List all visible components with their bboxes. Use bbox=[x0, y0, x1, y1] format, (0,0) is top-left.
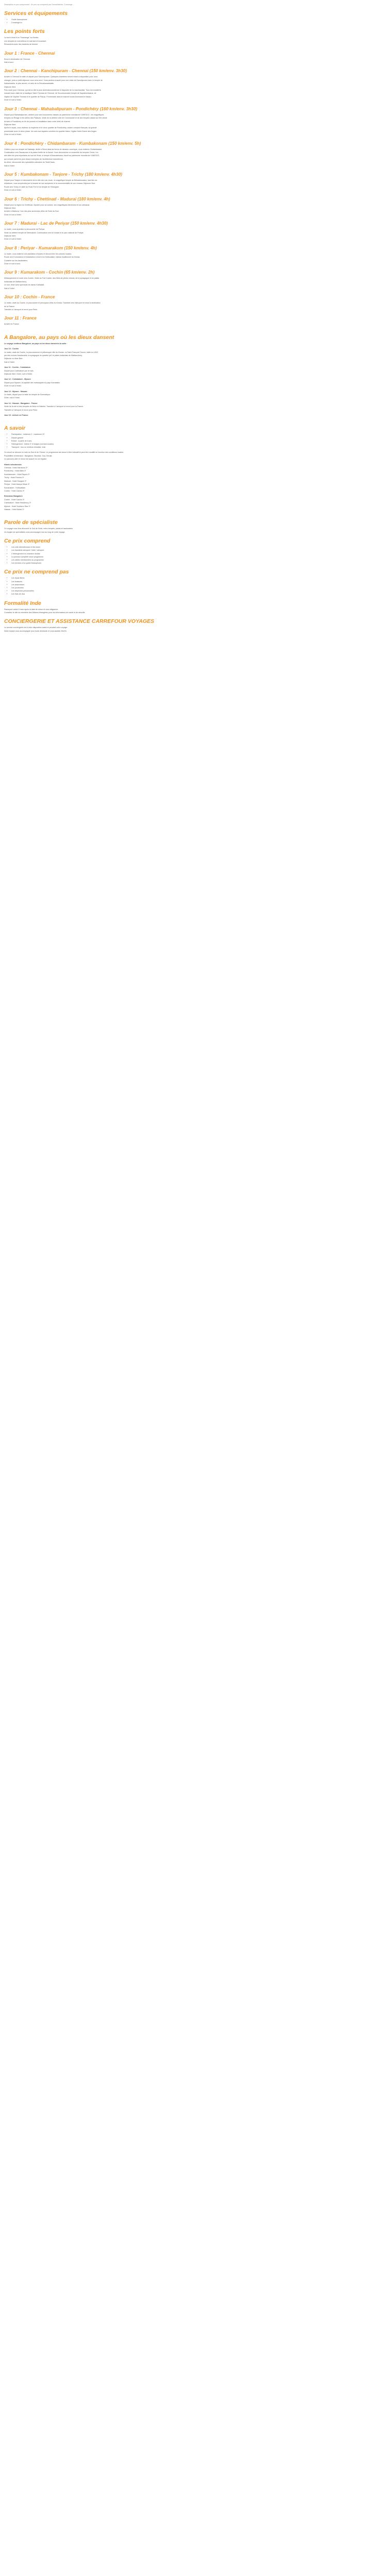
text-line: Départ pour Mysore, la capitale des maharajahs du pays Karnataka. bbox=[4, 381, 60, 384]
day-title: Jour 3 : Chennai - Mahabalipuram - Pondichéry (160 km/env. 3h30) bbox=[4, 106, 137, 111]
formal-text bbox=[4, 608, 387, 615]
day-title: Jour 6 : Trichy - Chettinad - Madurai (180 km/env. 4h) bbox=[4, 196, 110, 201]
bangalore-title: A Bangalore, au pays où les dieux dansent bbox=[4, 334, 115, 341]
text-line: Envol à destination de Chennai. bbox=[4, 58, 30, 60]
list-item: • Les vols internationaux et les taxes bbox=[11, 546, 387, 549]
text-line: Le matin, visite du Cochin, le plus ancien et principaux villes du Kerala. Transfert vers l'aéroport et envol à destination bbox=[4, 302, 101, 304]
text-line: Periyar : Hotel Aranya Nivas 3* bbox=[4, 483, 30, 486]
page bbox=[0, 0, 391, 633]
text-line: Le matin, vous visiterez une plantation d'épices et découvrirez les cultures locales. bbox=[4, 252, 72, 255]
list-item: • Hébergement : hôtels 3* et lodges (normes locales) bbox=[11, 443, 387, 446]
text-line: promenade avec le vieux phare, les rues aux façades colorées du quartier blanc, l'église Notre-Dame des Anges. bbox=[4, 130, 97, 132]
text-line: Déjeuner libre. bbox=[4, 235, 17, 238]
text-line: Hassan : Hotel Ashok 3* bbox=[4, 508, 24, 511]
text-line: Arrivée à Pondichéry en fin de journée et installation dans votre hôtel de charme. bbox=[4, 120, 71, 123]
text-line: Ce voyage vous fera découvrir le Sud de l'Inde, entre temples, palais et backwaters. bbox=[4, 528, 73, 530]
concierge-title: CONCIERGERIE ET ASSISTANCE CARREFOUR VOYAGES bbox=[4, 618, 154, 625]
list-item: • Les repas libres bbox=[11, 577, 387, 580]
parole-title: Parole de spécialiste bbox=[4, 519, 58, 526]
day-title: Jour 1 : France - Chennai bbox=[4, 50, 55, 56]
list-item: • L'hébergement en chambre double bbox=[11, 552, 387, 555]
list-item: • Concierge ici bbox=[11, 21, 387, 24]
text-line: Déjeuner libre. bbox=[4, 207, 17, 209]
text-line: Le parcours aller et retour est assuré en vol régulier. bbox=[4, 458, 47, 461]
text-line: Dîner et nuit à l'hôtel. bbox=[4, 133, 22, 136]
text-line: Un équipe de spécialistes vous accompagne tout au long de votre voyage. bbox=[4, 531, 66, 533]
savoir-title: A savoir bbox=[4, 425, 26, 432]
nonprix-list bbox=[4, 577, 387, 596]
ext-hotels-list bbox=[4, 498, 387, 512]
ext-hotels-title: Extension Bangalore bbox=[4, 495, 23, 498]
text-line: Déjeuner libre. bbox=[4, 86, 17, 88]
text-line: Dîner et nuit à l'hôtel. bbox=[4, 213, 22, 216]
list-item: • Les assurances bbox=[11, 583, 387, 586]
text-line: hollandais de Mattancherry. bbox=[4, 280, 27, 283]
text-line: Rencontres avec des fanzines de femme. bbox=[4, 43, 39, 46]
text-line: Consultez le site du ministère des Affaires étrangères pour les informations de santé et de sécurité. bbox=[4, 612, 86, 614]
day-title: Jour 11 : France bbox=[4, 316, 37, 321]
text-line: incluant avec visite de la basilique Saint-Thomas de Chennai, de l'incontournable temple de Kapaleeshwarar, de bbox=[4, 92, 96, 95]
text-line: changer, puis un petit-déjeuner vous sera servi. Vous partirez ensuite pour une visite de Kanchipuram avec le temple de bbox=[4, 79, 103, 81]
text-line: temples du Rivage et les stèles des Pallavas. Visite de la célèbre côte de Coromandel et de ses temples datant du VIIe siècle. bbox=[4, 117, 108, 120]
savoir-list bbox=[4, 433, 387, 449]
list-item: • Les visites mentionnées au programme bbox=[11, 558, 387, 562]
text-line: Dîner et nuit à l'hôtel. bbox=[4, 189, 22, 192]
list-item: • Guide francophone bbox=[11, 18, 387, 21]
text-line: Cochin : Hotel Casino 3* bbox=[4, 489, 25, 492]
text-line: Croisière sur les backwaters. bbox=[4, 259, 28, 262]
bangalore-subtitle: Le voyage continue Bangalore, au pays où les dieux dansent à la suite : bbox=[4, 342, 68, 345]
list-item: • Les services d'un guide francophone bbox=[11, 562, 387, 565]
text-line: Débarquement et route vers Cochin. Visite du Fort Cochin, des filets de pêche chinois, de la synagogue et du palais bbox=[4, 277, 100, 280]
ext-day-label: Jour 11 : Cochin - Coimbatore bbox=[4, 366, 31, 369]
list-item: • Les boissons bbox=[11, 580, 387, 583]
text-line: Kumbakonam : Hotel Raya's 3* bbox=[4, 473, 30, 476]
text-line: Cochin : Hotel Casino 3* bbox=[4, 498, 25, 501]
text-line: l'église de l'Apôtre Thomas et le quartier de Parrys. Promenade dans le marché locals illuminant le réseau. bbox=[4, 95, 92, 98]
text-line: Possibilités d'extension : Bangalore, Mumbai, Goa, Kerala. bbox=[4, 454, 53, 457]
ext-day-label: Jour 12 : Coimbatore - Mysore bbox=[4, 378, 31, 381]
text-line: Nuit à l'hôtel. bbox=[4, 287, 15, 290]
parole-text bbox=[4, 527, 387, 534]
text-line: Célèbre pour son temple de Nataraja, dédié à Shiva dans sa forme de danseur cosmique, vous visiterez Chidambaram. bbox=[4, 148, 103, 150]
text-line: Arrivée à Madurai, l'une des plus anciennes villes de l'Inde du Sud. bbox=[4, 210, 59, 213]
text-line: Route vers Kumarakom et installation à bord d'un Kettuvallam, bateau traditionnel du Kerala. bbox=[4, 256, 80, 259]
text-line: Kumarakom : Kettuvallam bbox=[4, 486, 26, 489]
text-line: Pondichéry : Hotel Atithi 3* bbox=[4, 470, 26, 472]
itinerary bbox=[4, 51, 387, 326]
text-line: Le matin, départ pour la visite du temple de Somnathpur. bbox=[4, 394, 51, 396]
text-line: Le matin, vous arpentez la découverte de Periyar. bbox=[4, 228, 45, 231]
services-list bbox=[4, 18, 387, 24]
info-paragraphs bbox=[4, 451, 387, 461]
text-line: Le matin, visite de Cochin, la plus ancienne et pittoresque ville du Kerala : la Saint-François Church, bâtie en 1503 bbox=[4, 351, 98, 353]
text-line: Transfert à l'aéroport et envol pour Paris. bbox=[4, 409, 38, 411]
ext-day-label: Jour 13 : Mysore - Hassan bbox=[4, 390, 27, 393]
text-line: Arrivée à Chennai le matin et départ pour Kanchipuram. Quelques chambres seront mises à disposition pour vous bbox=[4, 76, 98, 78]
nonprix-title: Ce prix ne comprend pas bbox=[4, 569, 69, 575]
day-title: Jour 5 : Kumbakonam - Tanjore - Trichy (180 km/env. 4h30) bbox=[4, 172, 122, 177]
text-line: shivaïsme, vous surprendra par la beauté de ses sculptures et la monumentalité de son vimana. Déjeuner libre. bbox=[4, 182, 96, 185]
prix-list bbox=[4, 546, 387, 565]
text-line: par des moines franciscains, la synagogue du quartier juif, le palais hollandais de Mattancherry. bbox=[4, 354, 83, 357]
text-line: Déjeuner et dîner libre. bbox=[4, 358, 23, 360]
text-line: Continuation vers Darasuram et la plaine fertile de la Kaveri. Vous découvrirez un ensemble de temples Chola, l'un bbox=[4, 151, 99, 154]
text-line: Dîner et nuit à bord. bbox=[4, 263, 21, 265]
text-line: Nuit à l'hôtel. bbox=[4, 361, 15, 363]
text-line: Ce circuit se déroule en Inde du Sud et de l'Ouest. Le programme est donné à titre indicatif et peut être modifié en fonction des conditions locales. bbox=[4, 451, 124, 454]
prix-title: Ce prix comprend bbox=[4, 538, 51, 545]
ext-day-label: Jour 15 : Arrivée en France. bbox=[4, 414, 29, 417]
text-line: Visite du célèbre temple de Meenakshi. Continuation vers le Kerala et le parc national de Periyar. bbox=[4, 231, 84, 234]
ext-day-label: Jour 14 : Hassan - Bangalore - France bbox=[4, 402, 38, 404]
text-line: Passeport valide 6 mois après la date de retour et visa obligatoire. bbox=[4, 608, 59, 611]
list-item: • Participation : minimum 2 - maximum 22 bbox=[11, 433, 387, 436]
text-line: La tout à bord d'un "Kaziranga" au Kerala. bbox=[4, 37, 39, 39]
text-line: Déjeuner libre. bbox=[4, 123, 17, 126]
hotels-list bbox=[4, 466, 387, 493]
text-line: de la France. bbox=[4, 305, 15, 308]
list-item: • Transport : bus ou minibus climatisé, train bbox=[11, 446, 387, 449]
list-item: • Les frais de visa bbox=[11, 592, 387, 596]
concierge-text bbox=[4, 626, 387, 633]
formal-title: Formalité Inde bbox=[4, 600, 41, 606]
ext-day-label: Jour 10 : Cochin bbox=[4, 348, 19, 350]
text-line: Au dîner, découverte des spécialités culinaires du Tamil Nadu. bbox=[4, 161, 55, 164]
text-line: Visite de la cité et des temples de Belur et Halebid. Transfert à l'aéroport et envol pour la France. bbox=[4, 405, 84, 408]
text-line: Transfert à l'aéroport et envol pour Paris. bbox=[4, 308, 38, 311]
points-title: Les points forts bbox=[4, 28, 45, 35]
list-item: • Départ garanti bbox=[11, 436, 387, 439]
text-line: des sites les plus importants du sud de l'Inde, le temple d'Airavatesvara, inscrit au patrimoine mondial de l'UNESCO, bbox=[4, 155, 100, 157]
points-text bbox=[4, 36, 387, 46]
text-line: Puis route pour Chennai, qui est la ville la plus cinématocolonienne et disposée de la marchandise. Tous les transferts bbox=[4, 89, 101, 92]
text-line: Kailashnatha, le plus ancien, et celui de la Shivakanadesatin. bbox=[4, 82, 55, 85]
day-title: Jour 10 : Cochin - France bbox=[4, 295, 55, 300]
text-line: Départ pour Tanjore et découverte de la ville des rois chola : le magnifique temple de Brihadeeswara, haut lieu du bbox=[4, 179, 97, 181]
services-title: Services et équipements bbox=[4, 10, 68, 16]
text-line: Départ pour Mahabalipuram, célèbre pour ses monuments classés au patrimoine mondial de l'UNESCO : les magnifiques bbox=[4, 113, 104, 116]
hotels-title: Hôtels sélectionnés bbox=[4, 463, 22, 466]
text-line: Route vers Trichy et visite du Rock Fort et du temple de Srirangam. bbox=[4, 185, 60, 188]
day-title: Jour 9 : Kumarakom - Cochin (65 km/env. 2h) bbox=[4, 270, 95, 275]
day-title: Jour 2 : Chennai - Kanchipuram - Chennai (150 km/env. 3h30) bbox=[4, 69, 127, 74]
text-line: Les temples en merveilleux et mal tant et incantant. bbox=[4, 40, 46, 42]
list-item: • Les dépenses personnelles bbox=[11, 589, 387, 592]
text-line: Dîner, nuit à l'hôtel. bbox=[4, 397, 20, 399]
breadcrumb: Description et prix comprenant : Un prix va comprend par l'consultatoire, Concierge ... bbox=[4, 4, 75, 6]
list-item: • Enfant : à partir de 6 ans bbox=[11, 439, 387, 443]
text-line: Nuit à l'hôtel. bbox=[4, 164, 15, 167]
extension-itinerary bbox=[4, 345, 387, 417]
text-line: Notre équipe vous accompagne pour toute demande et vous assiste 24h/24. bbox=[4, 630, 67, 632]
text-line: Dîner et nuit à l'hôtel. bbox=[4, 385, 22, 387]
day-title: Jour 4 : Pondichéry - Chidambaram - Kumbakonam (150 km/env. 5h) bbox=[4, 141, 141, 146]
list-item: • Les pourboires bbox=[11, 586, 387, 589]
list-item: • La pension complète selon programme bbox=[11, 555, 387, 558]
text-line: Coimbatore : Hotel Residency 3* bbox=[4, 502, 31, 504]
list-item: • Les transferts aéroport / hôtel / aéroport bbox=[11, 549, 387, 552]
day-title: Jour 8 : Periyar - Kumarakom (150 km/env. 4h) bbox=[4, 245, 97, 250]
text-line: Madurai : Hotel Sangam 3* bbox=[4, 480, 27, 482]
text-line: Déjeuner libre. Dîner, nuit à l'hôtel. bbox=[4, 372, 33, 375]
text-line: Arrivée en France. bbox=[4, 323, 20, 326]
text-line: Après le repas, vous visiterez la moyenne et le vieux quartier de Pondichéry, ancien comptoir français, sa grande bbox=[4, 127, 97, 129]
text-line: Chennai : Hotel Harrisons 3* bbox=[4, 467, 28, 469]
text-line: Dîner et nuit à l'hôtel. bbox=[4, 238, 22, 241]
text-line: qui compte parmi les plus beaux exemples de l'architecture dravidienne. bbox=[4, 158, 63, 160]
text-line: Départ pour la région du Chettinad, réputée pour sa cuisine, ses magnifiques demeures et son artisanat. bbox=[4, 204, 90, 206]
text-line: Le soir, dîner avec spectacle de danse Kathakali. bbox=[4, 284, 45, 286]
text-line: Dîner et nuit à l'hôtel. bbox=[4, 99, 22, 101]
text-line: Nuit à bord. bbox=[4, 61, 14, 64]
day-title: Jour 7 : Madurai - Lac de Periyar (150 km/env. 4h30) bbox=[4, 221, 108, 226]
text-line: Trichy : Hotel Femina 3* bbox=[4, 477, 24, 479]
text-line: Le service conciergerie est à votre disposition avant et pendant votre voyage. bbox=[4, 626, 68, 629]
text-line: Départ pour Coimbatore par le train. bbox=[4, 369, 34, 372]
text-line: Mysore : Hotel Southern Star 3* bbox=[4, 505, 30, 507]
